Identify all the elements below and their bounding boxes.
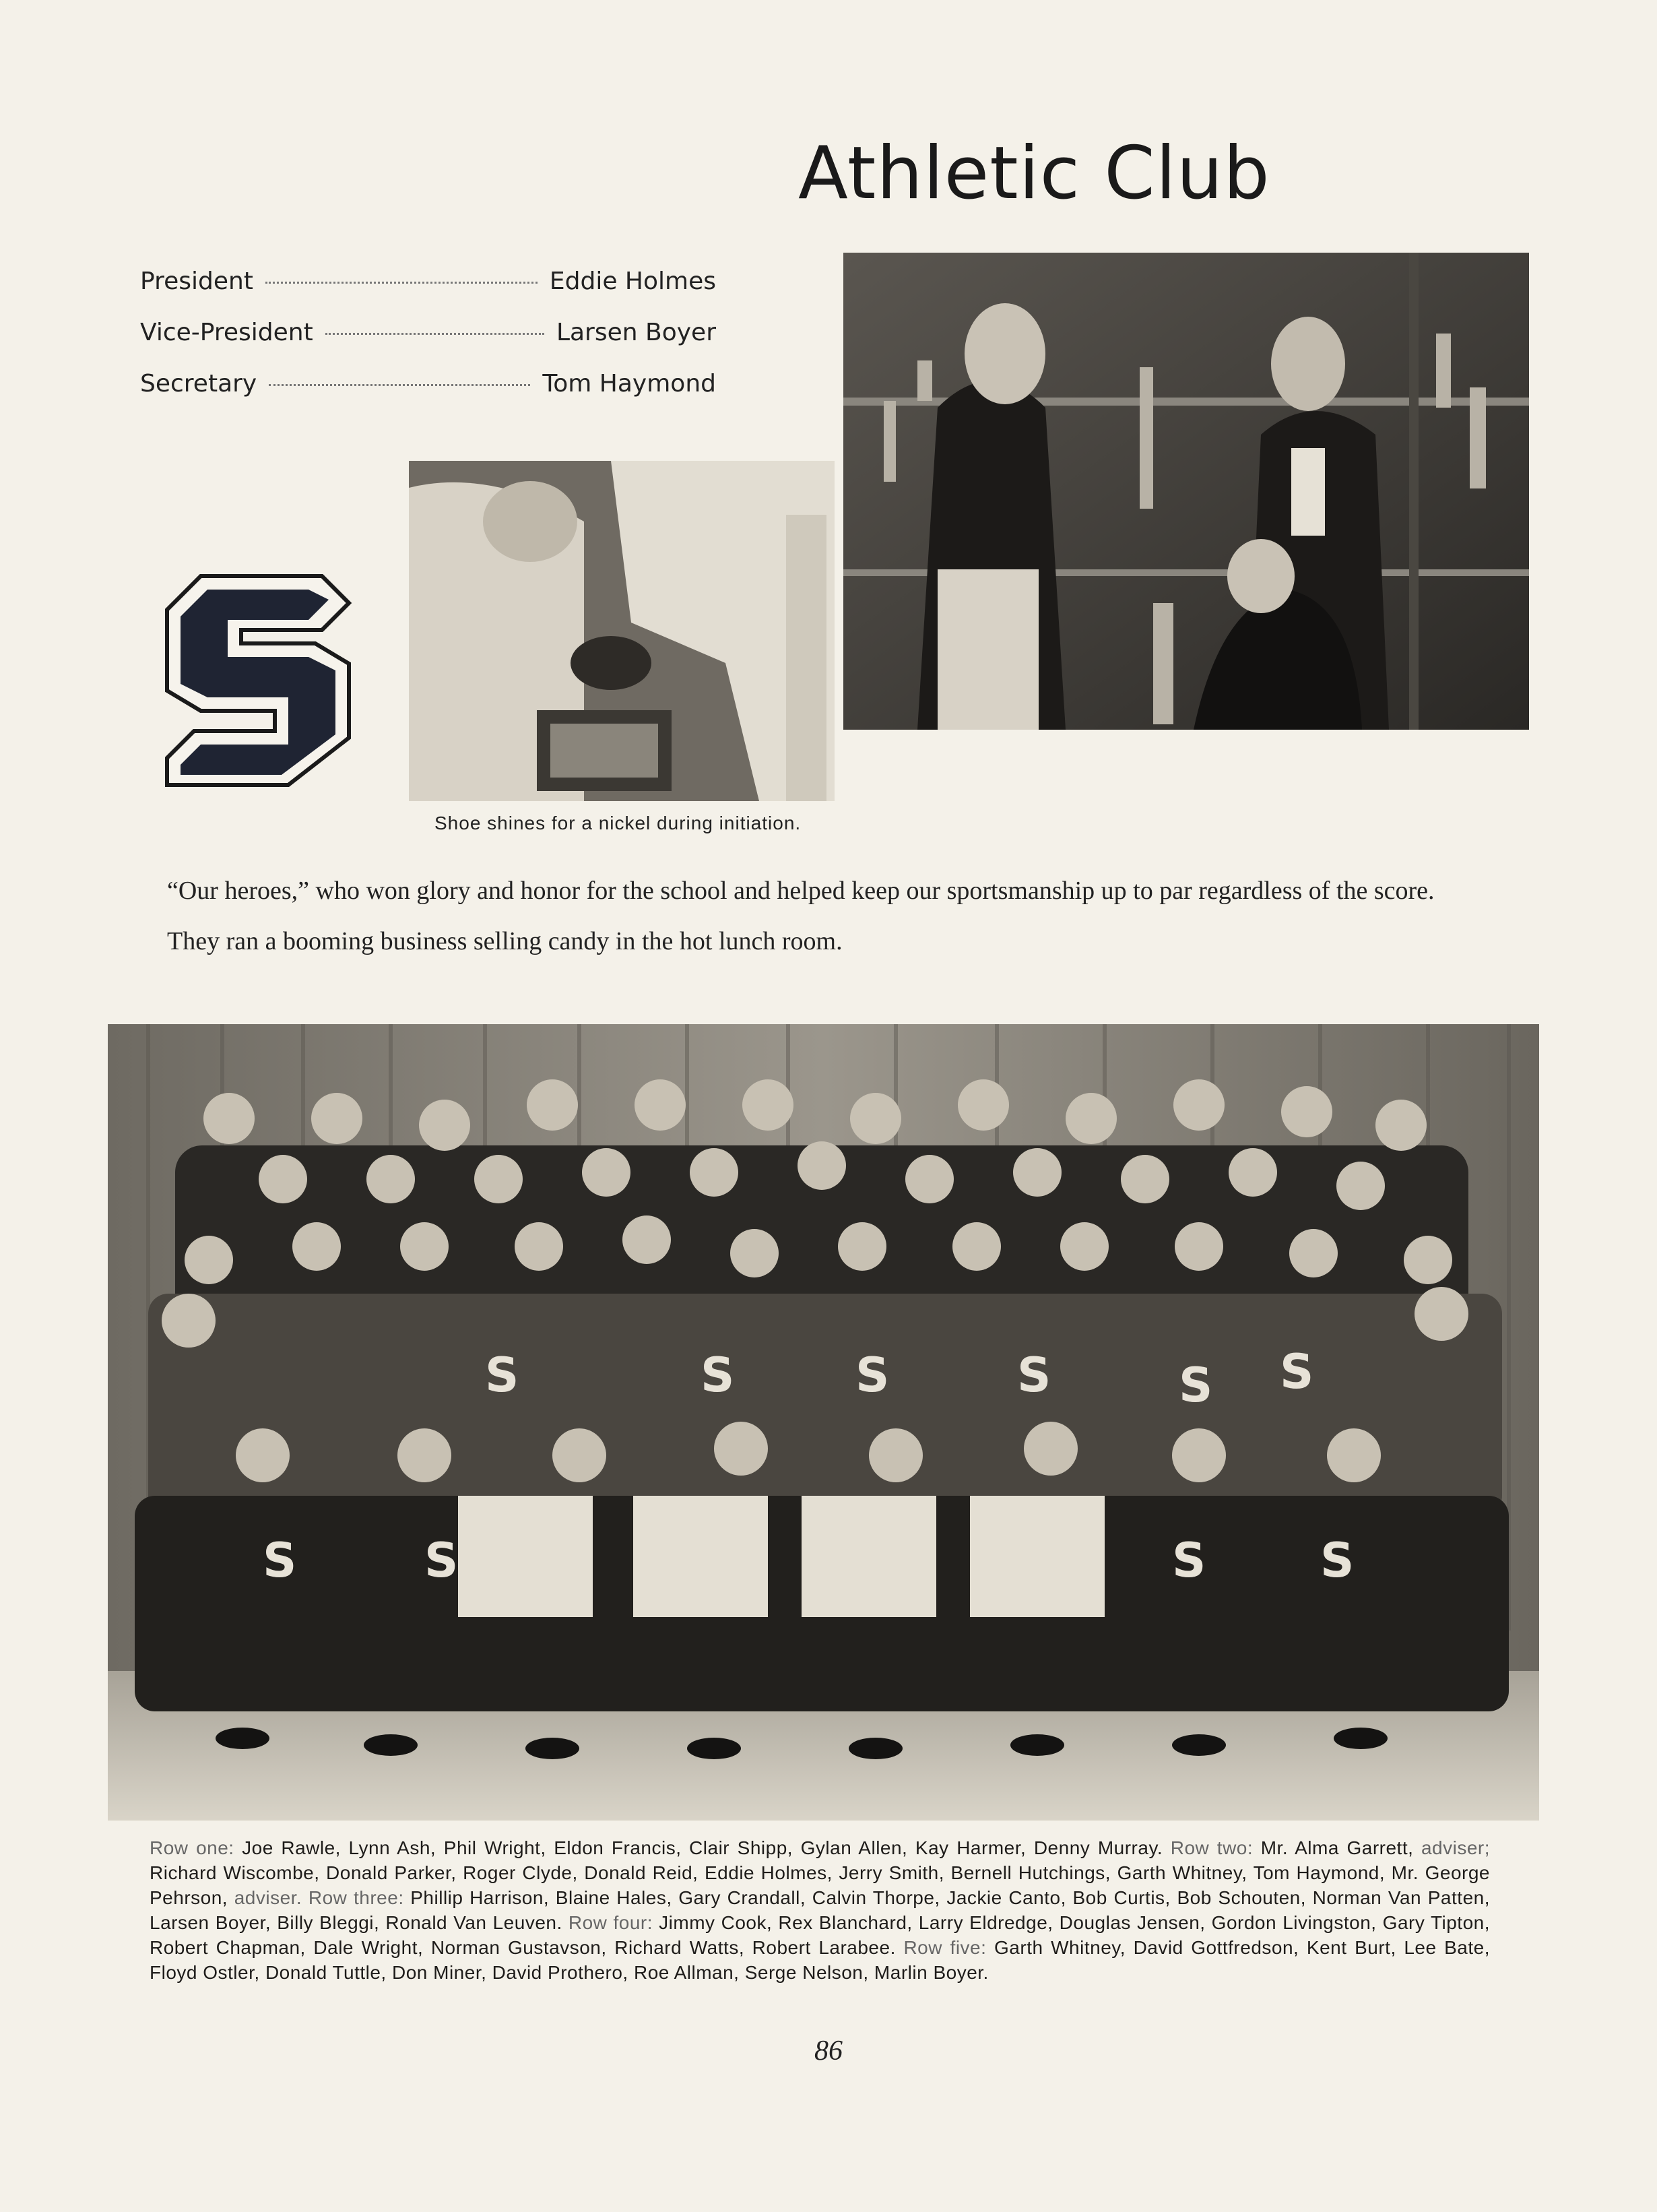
trophy-case-photo [843, 253, 1529, 730]
svg-text:S: S [424, 1533, 459, 1588]
svg-text:S: S [263, 1533, 297, 1588]
officer-role: Vice-President [140, 319, 313, 346]
row-label: Row four: [568, 1912, 653, 1933]
svg-text:S: S [1280, 1344, 1314, 1399]
officer-role: President [140, 267, 253, 295]
row-names: Joe Rawle, Lynn Ash, Phil Wright, Eldon Francis, Clair Shipp, Gylan Allen, Kay Harmer, Denny Murray. [242, 1837, 1163, 1858]
body-paragraph: They ran a booming business selling candy in the hot lunch room. [167, 927, 843, 955]
svg-text:S: S [1179, 1358, 1213, 1413]
officer-name: Tom Haymond [542, 370, 716, 398]
row-label: Row five: [903, 1937, 987, 1958]
row-label: Row one: [150, 1837, 234, 1858]
article-body [108, 873, 1539, 974]
leader-dots [269, 384, 530, 386]
adviser-role: adviser; [1421, 1837, 1490, 1858]
officer-row-vice-president [140, 307, 716, 358]
trophy-photo-illustration [843, 253, 1529, 730]
shoe-shine-photo [409, 461, 835, 801]
officer-name: Eddie Holmes [549, 267, 716, 295]
school-s-logo-icon [154, 563, 362, 802]
club-group-photo [108, 1024, 1539, 1821]
row-names: Richard Wiscombe, Donald Parker, Roger Clyde, Donald Reid, Eddie Holmes, Jerry Smith, Bernell Hutchings, Garth Whitney, Tom Haymond, Mr. George Pehrson, [150, 1862, 1490, 1908]
svg-text:S: S [1017, 1348, 1051, 1403]
svg-text:S: S [701, 1348, 735, 1403]
svg-text:S: S [855, 1348, 890, 1403]
officer-name: Larsen Boyer [556, 319, 716, 346]
row-names: Jimmy Cook, Rex Blanchard, Larry Eldredge, Douglas Jensen, Gordon Livingston, Gary Tipton, Robert Chapman, Dale Wright, Norman Gustavson, Richard Watts, Robert Larabee. [150, 1912, 1491, 1958]
shoe-photo-caption: Shoe shines for a nickel during initiation. [434, 813, 802, 833]
row-label: Row two: [1170, 1837, 1254, 1858]
svg-text:S: S [485, 1348, 519, 1403]
row-label: Row three: [308, 1887, 404, 1908]
page-number: 86 [814, 2035, 843, 2066]
officer-role: Secretary [140, 370, 257, 398]
shoe-shine-illustration [409, 461, 835, 801]
group-photo-illustration [108, 1024, 1539, 1821]
adviser-role: adviser. [234, 1887, 302, 1908]
leader-dots [325, 333, 544, 335]
group-photo-caption [150, 1835, 1490, 1985]
row-names: Garth Whitney, David Gottfredson, Kent Burt, Lee Bate, Floyd Ostler, Donald Tuttle, Don Miner, David Prothero, Roe Allman, Serge Nelson, Marlin Boyer. [150, 1937, 1491, 1983]
leader-dots [265, 282, 538, 284]
row-names: Phillip Harrison, Blaine Hales, Gary Crandall, Calvin Thorpe, Jackie Canto, Bob Curtis, Bob Schouten, Norman Van Patten, Larsen Boyer, Billy Bleggi, Ronald Van Leuven. [150, 1887, 1490, 1933]
svg-text:S: S [1320, 1533, 1355, 1588]
officer-row-president [140, 256, 716, 307]
officers-list [140, 256, 716, 410]
body-paragraph: “Our heroes,” who won glory and honor for the school and helped keep our sportsmanship up to par regardless of the score. [167, 877, 1435, 905]
officer-row-secretary [140, 358, 716, 410]
page-title: Athletic Club [798, 131, 1270, 216]
row-names: Mr. Alma Garrett, [1260, 1837, 1414, 1858]
svg-text:S: S [1172, 1533, 1206, 1588]
